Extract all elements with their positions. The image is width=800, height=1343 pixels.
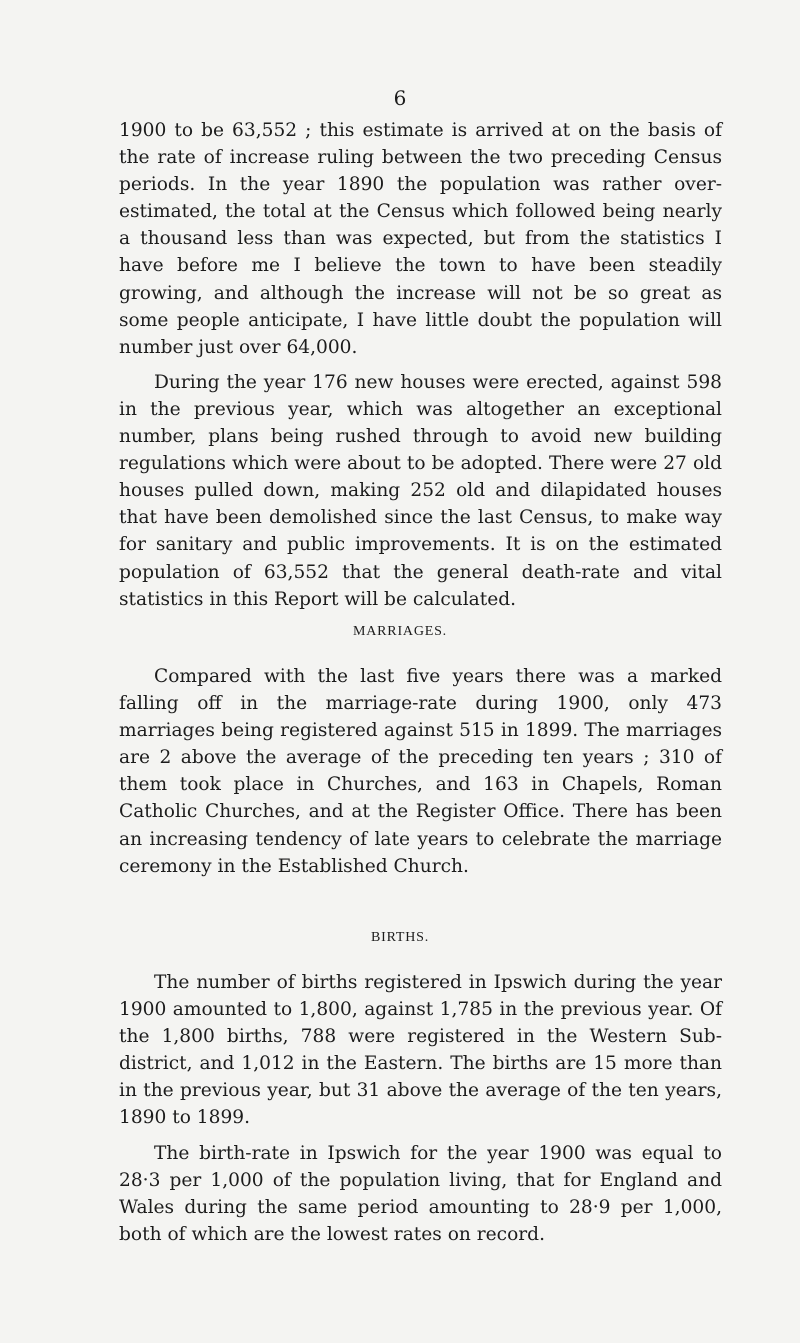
births-heading: BIRTHS. — [370, 930, 430, 945]
births-paragraph-2: The birth-rate in Ipswich for the year 1900 was equal to 28·3 per 1,000 of the population living, that for England and Wales during the same period amounting to 28·9 per 1,000, both of which are the lowest rates on record. — [119, 1142, 722, 1245]
births-paragraph-1: The number of births registered in Ipswich during the year 1900 amounted to 1,800, against 1,785 in the previous year. Of the 1,800 births, 788 were registered in the Western Sub-district, and 1,012 in the Eastern. The births are 15 more than in the previous year, but 31 above the average of the ten years, 1890 to 1899. — [119, 972, 722, 1129]
marriages-section — [119, 663, 722, 880]
page-number: 6 — [393, 86, 407, 110]
population-paragraph-2: During the year 176 new houses were erected, against 598 in the previous year, which was altogether an exceptional number, plans being rushed through to avoid new building regulations which were about to be adopted. There were 27 old houses pulled down, making 252 old and dilapidated houses that have been demolished since the last Census, to make way for sanitary and public improvements. It is on the estimated population of 63,552 that the general death-rate and vital statistics in this Report will be calculated. — [119, 371, 722, 610]
marriages-heading: MARRIAGES. — [353, 624, 447, 639]
population-section — [119, 117, 722, 613]
marriages-paragraph-1: Compared with the last five years there was a marked falling off in the marriage-rate during 1900, only 473 marriages being registered against 515 in 1899. The marriages are 2 above the average of the preceding ten years ; 310 of them took place in Churches, and 163 in Chapels, Roman Catholic Churches, and at the Register Office. There has been an increasing tendency of late years to celebrate the marriage ceremony in the Established Church. — [119, 666, 722, 877]
population-paragraph-1: 1900 to be 63,552 ; this estimate is arrived at on the basis of the rate of increase ruling between the two preceding Census periods. In the year 1890 the population was rather over-estimated, the total at the Census which followed being nearly a thousand less than was expected, but from the statistics I have before me I believe the town to have been steadily growing, and although the increase will not be so great as some people anticipate, I have little doubt the population will number just over 64,000. — [119, 120, 722, 358]
births-section — [119, 969, 722, 1248]
